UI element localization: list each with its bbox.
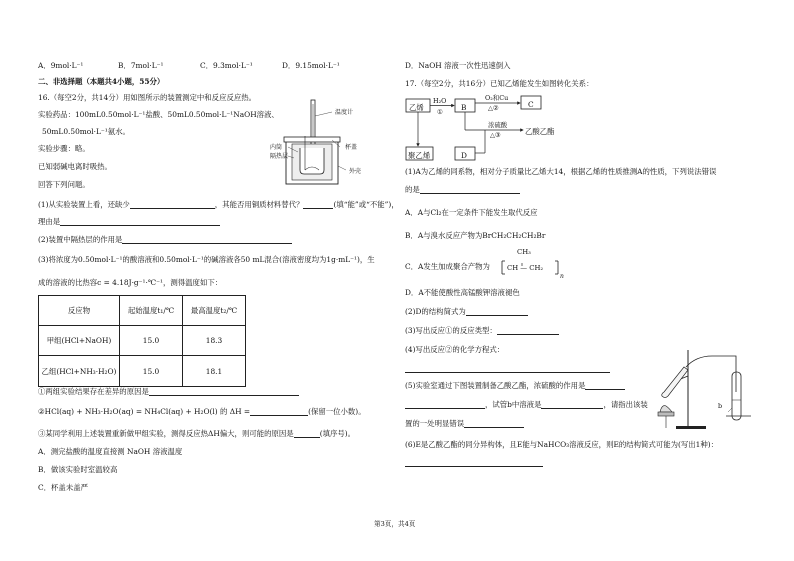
q16-option-d: D．NaOH 溶液一次性迅速倒入 [405,61,511,70]
q17-option-b: B．A与溴水反应产物为BrCH₂CH₂CH₂Br [405,231,546,240]
label-insulation: 隔热层 [270,153,289,160]
q16-part1: (1)从实验装置上看，还缺少 ，其能否用铜质材料替代？ (填“能”或“不能”)， [38,200,399,209]
temperature-table [38,295,246,387]
option-d-top: D．9.15mol·L⁻¹ [282,61,340,70]
option-a-top: A．9mol·L⁻¹ [38,61,84,70]
scheme-b: B [461,103,467,112]
label-thermometer: 温度计 [335,109,354,116]
calorimeter-diagram [268,96,378,188]
table-row: 甲组(HCl+NaOH) 15.0 18.3 [39,326,246,356]
q16-reagents-line1: 实验药品：100mL0.50mol·L⁻¹盐酸、50mL0.50mol·L⁻¹NaOH溶液、 [38,110,279,119]
q17-intro: 17.（每空2分，共16分）已知乙烯能发生如图转化关系： [405,79,594,88]
table-header: 起始温度t₁/℃ [120,296,183,326]
q17-part1-line2: 的是 [405,185,520,194]
scheme-step1: ① [437,108,443,116]
scheme-polymer: 聚乙烯 [408,151,431,160]
q16-option-a: A．测完盐酸的温度直接测 NaOH 溶液温度 [38,447,183,456]
q16-answer-prompt: 回答下列问题。 [38,180,90,189]
q16-part1-reason: 理由是 [38,217,220,226]
q17-part4-answer [405,364,610,373]
q16-option-c: C．杯盖未盖严 [38,483,88,492]
q16-sub3: ③某同学利用上述装置重新做甲组实验，测得反应热ΔH偏大，则可能的原因是 (填序号)。 [38,429,356,438]
q17-part6-answer [405,458,543,467]
polymer-ch3: CH₃ [517,248,531,256]
q16-option-b: B．做该实验时室温较高 [38,465,118,474]
page-footer: 第3页，共4页 [374,520,416,528]
table-header: 反应物 [39,296,120,326]
option-b-top: B．7mol·L⁻¹ [118,61,164,70]
label-outer-shell: 外壳 [349,168,362,175]
label-inner-cup: 内筒 [270,144,283,151]
q17-part6: (6)E是乙酸乙酯的同分异构体，且E能与NaHCO₃溶液反应，则E的结构简式可能为(写出1种)： [405,440,719,449]
q17-part5-line3: 置的一处明显错误 [405,419,524,428]
q17-part3: (3)写出反应①的反应类型： [405,326,559,335]
q16-sub2: ②HCl(aq) + NH₃·H₂O(aq) = NH₄Cl(aq) + H₂O(l) 的 ΔH = (保留一位小数)。 [38,407,366,416]
polymer-n: n [560,273,564,280]
option-c-top: C．9.3mol·L⁻¹ [200,61,253,70]
q16-reagents-line2: 50mL0.50mol·L⁻¹氨水。 [42,127,130,136]
scheme-step2: △② [488,104,499,112]
q17-option-a: A．A与Cl₂在一定条件下能发生取代反应 [405,208,538,217]
q17-option-d: D．A不能使酸性高锰酸钾溶液褪色 [405,288,520,297]
q16-intro: 16.（每空2分，共14分）用如图所示的装置测定中和反应反应热。 [38,93,257,102]
q16-part2: (2)装置中隔热层的作用是 [38,235,292,244]
polymer-chain: CH — CH₂ [507,264,544,272]
q17-part1-line1: (1)A为乙烯的同系物，相对分子质量比乙烯大14，根据乙烯的性质推测A的性质，下列说法错误 [405,167,717,176]
section-title: 二、非选择题（本题共4小题，55分） [38,77,165,86]
scheme-d: D [461,151,467,160]
q17-part4: (4)写出反应②的化学方程式： [405,345,505,354]
table-header: 最高温度t₂/℃ [183,296,246,326]
scheme-c: C [528,100,534,109]
tube-b-label: b [718,402,723,410]
ester-apparatus [656,342,756,432]
table-row: 乙组(HCl+NH₃·H₂O) 15.0 18.1 [39,356,246,387]
q17-part5-line1: (5)实验室通过下图装置制备乙酸乙酯，浓硫酸的作用是 [405,381,625,390]
scheme-step3: △③ [490,131,501,139]
scheme-conc-h2so4: 浓硫酸 [488,121,508,129]
scheme-ethyl-acetate: 乙酸乙酯 [525,127,555,136]
scheme-o2cu: O₂和Cu [485,94,509,102]
q16-sub1: ①两组实验结果存在差异的原因是 [38,387,299,396]
q16-part3-line1: (3)将浓度为0.50mol·L⁻¹的酸溶液和0.50mol·L⁻¹的碱溶液各50 mL混合(溶液密度均为1g·mL⁻¹)，生 [38,255,375,264]
scheme-h2o: H₂O [433,97,447,105]
q16-known: 已知弱碱电离时吸热。 [38,162,112,171]
q17-part2: (2)D的结构简式为 [405,307,528,316]
label-lid: 杯盖 [345,144,358,151]
q16-steps: 实验步骤：略。 [38,144,90,153]
q17-part5-line2: ，试管b中溶液是 ，请指出该装 [405,400,648,409]
q16-part3-line2: 成的溶液的比热容c = 4.18J·g⁻¹·℃⁻¹，测得温度如下： [38,278,223,287]
q17-option-c: C．A发生加成聚合产物为 [405,262,490,271]
scheme-ethylene: 乙烯 [409,103,424,112]
